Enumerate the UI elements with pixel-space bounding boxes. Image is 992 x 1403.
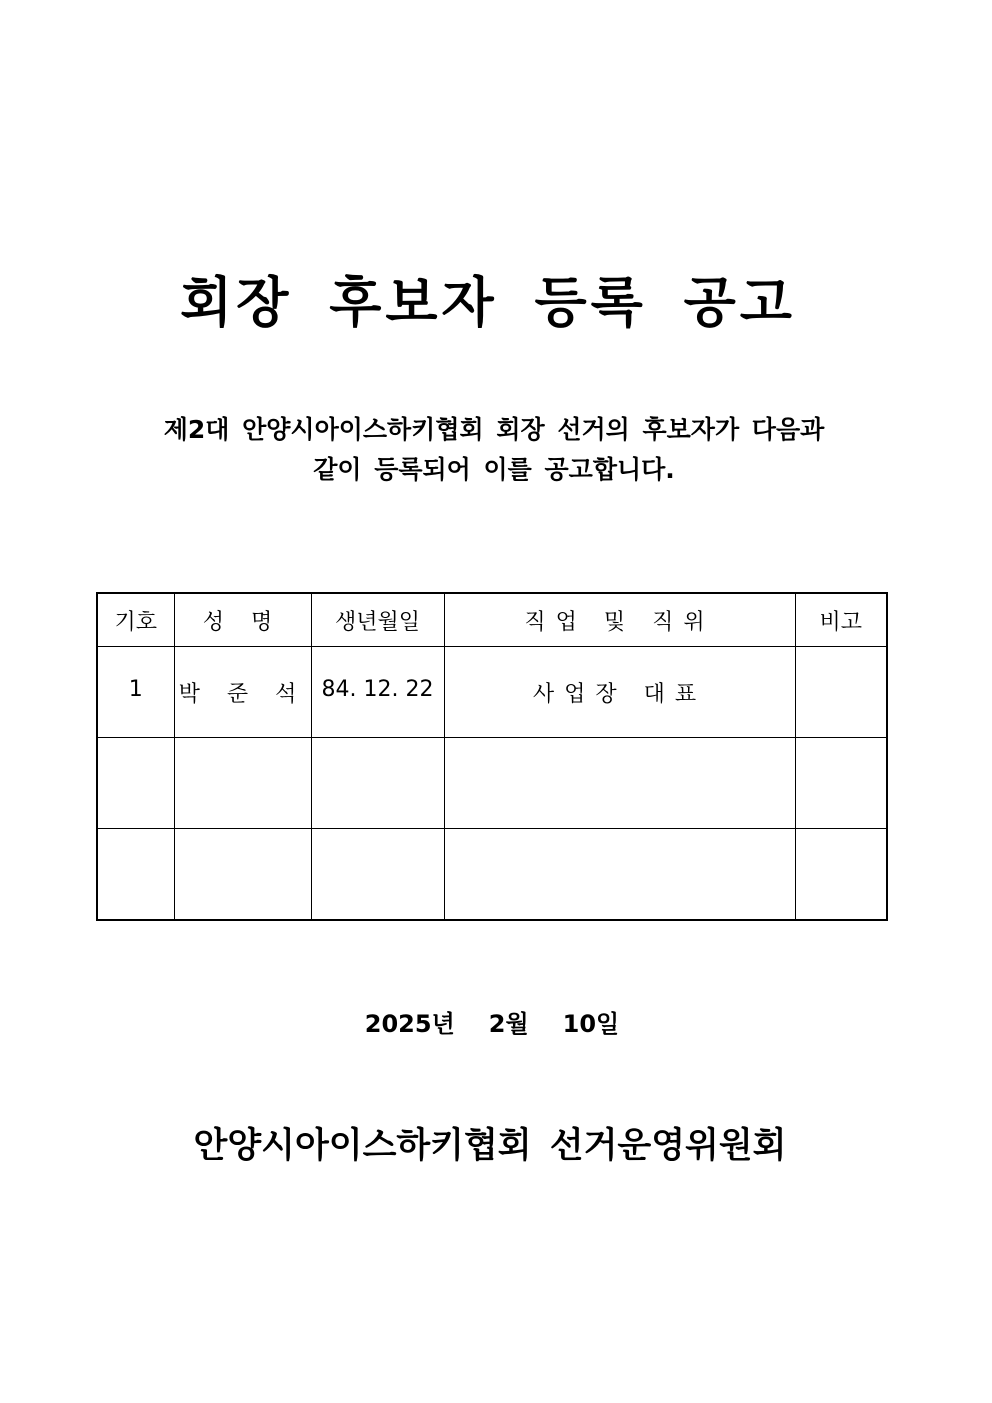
header-birthdate: 생년월일	[311, 593, 444, 647]
cell-number	[97, 829, 174, 920]
cell-occupation	[444, 738, 795, 829]
cell-number	[97, 738, 174, 829]
announcement-text	[0, 410, 988, 490]
cell-name: 박 준 석	[174, 647, 311, 738]
cell-birthdate: 84. 12. 22	[311, 647, 444, 738]
announcement-line-1: 제2대 안양시아이스하키협회 회장 선거의 후보자가 다음과	[163, 415, 825, 444]
cell-note	[795, 647, 887, 738]
table-header-row	[97, 593, 887, 647]
date-month: 2월	[488, 1010, 529, 1038]
cell-note	[795, 738, 887, 829]
date-day: 10일	[562, 1010, 620, 1038]
table-row	[97, 738, 887, 829]
table-row	[97, 647, 887, 738]
cell-occupation	[444, 829, 795, 920]
candidate-table	[96, 592, 888, 921]
cell-birthdate	[311, 829, 444, 920]
cell-birthdate	[311, 738, 444, 829]
cell-name	[174, 738, 311, 829]
date-year: 2025년	[364, 1010, 455, 1038]
table-row	[97, 829, 887, 920]
announcement-line-2: 같이 등록되어 이를 공고합니다.	[313, 455, 675, 484]
cell-number: 1	[97, 647, 174, 738]
header-number: 기호	[97, 593, 174, 647]
cell-name	[174, 829, 311, 920]
cell-occupation: 사업장 대표	[444, 647, 795, 738]
issuing-committee: 안양시아이스하키협회 선거운영위원회	[193, 1126, 787, 1166]
header-occupation: 직업 및 직위	[444, 593, 795, 647]
cell-note	[795, 829, 887, 920]
header-name: 성 명	[174, 593, 311, 647]
document-title: 회장 후보자 등록 공고	[180, 271, 796, 334]
header-note: 비고	[795, 593, 887, 647]
announcement-date	[0, 1004, 984, 1039]
